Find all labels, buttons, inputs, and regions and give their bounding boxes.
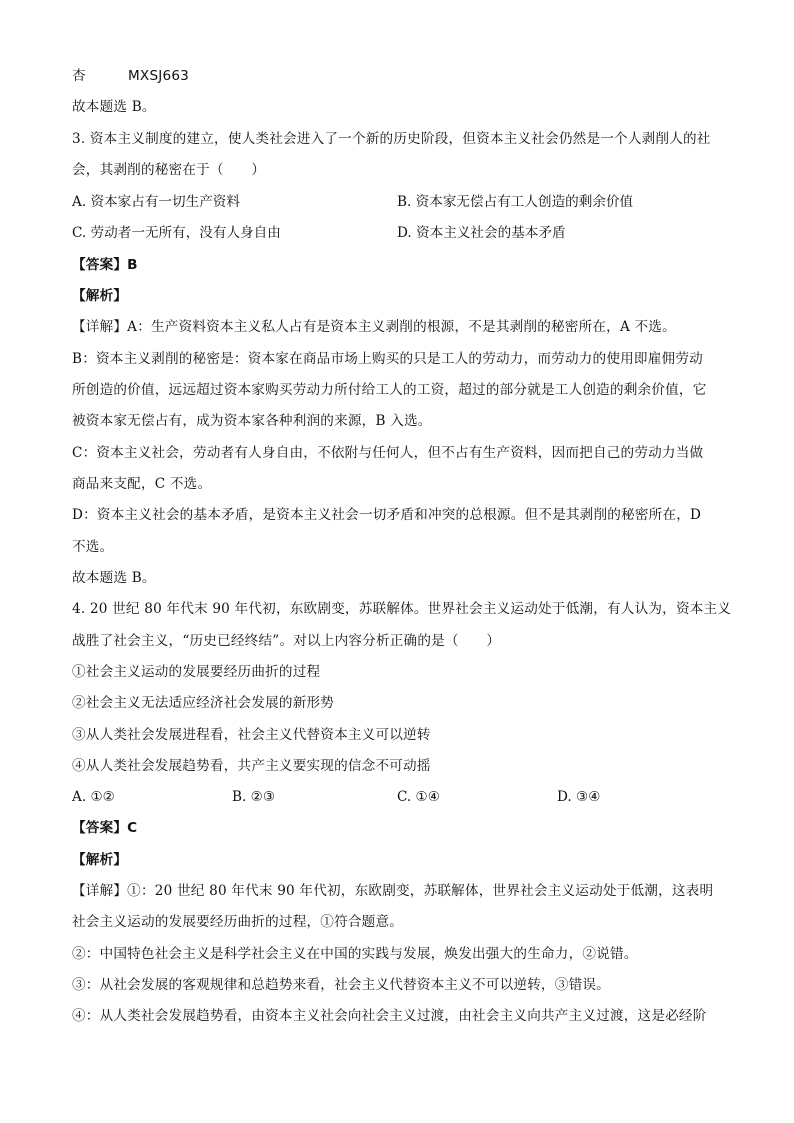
q4-option-a: A. ①② bbox=[72, 789, 115, 805]
page-header bbox=[72, 66, 732, 86]
header-code: MXSJ663 bbox=[128, 68, 190, 84]
q3-detail-line: 不选。 bbox=[72, 539, 114, 555]
q3-option-b: B. 资本家无偿占有工人创造的剩余价值 bbox=[397, 194, 634, 210]
q3-option-c: C. 劳动者一无所有，没有人身自由 bbox=[72, 225, 281, 241]
q3-stem-line1: 3. 资本主义制度的建立，使人类社会进入了一个新的历史阶段，但资本主义社会仍然是一个人剥削人的社 bbox=[72, 131, 711, 147]
q4-analysis-label: 【解析】 bbox=[72, 852, 128, 868]
q4-stem-line2: 战胜了社会主义，“历史已经终结”。对以上内容分析正确的是（ ） bbox=[72, 633, 501, 649]
q4-statement: ③从人类社会发展进程看，社会主义代替资本主义可以逆转 bbox=[72, 727, 431, 743]
q4-answer: 【答案】C bbox=[72, 820, 138, 836]
q4-statement: ②社会主义无法适应经济社会发展的新形势 bbox=[72, 695, 335, 711]
q3-detail-line: 【详解】A：生产资料资本主义私人占有是资本主义剥削的根源，不是其剥削的秘密所在，A 不选。 bbox=[72, 319, 676, 335]
q4-option-b: B. ②③ bbox=[232, 789, 276, 805]
q4-detail-line: ②：中国特色社会主义是科学社会主义在中国的实践与发展，焕发出强大的生命力，②说错。 bbox=[72, 946, 638, 962]
q3-option-d: D. 资本主义社会的基本矛盾 bbox=[397, 225, 566, 241]
q2-conclusion: 故本题选 B。 bbox=[72, 99, 156, 115]
q4-option-c: C. ①④ bbox=[397, 789, 440, 805]
q3-analysis-label: 【解析】 bbox=[72, 288, 128, 304]
q3-detail-line: D：资本主义社会的基本矛盾，是资本主义社会一切矛盾和冲突的总根源。但不是其剥削的秘密所在，D bbox=[72, 507, 702, 523]
q4-statement: ④从人类社会发展趋势看，共产主义要实现的信念不可动摇 bbox=[72, 758, 431, 774]
q4-detail-line: ③：从社会发展的客观规律和总趋势来看，社会主义代替资本主义不可以逆转，③错误。 bbox=[72, 977, 610, 993]
q4-detail-line: 【详解】①：20 世纪 80 年代末 90 年代初，东欧剧变，苏联解体，世界社会主义运动处于低潮，这表明 bbox=[72, 883, 714, 899]
q3-answer: 【答案】B bbox=[72, 257, 138, 273]
q3-detail-line: B：资本主义剥削的秘密是：资本家在商品市场上购买的只是工人的劳动力，而劳动力的使用即雇佣劳动 bbox=[72, 351, 703, 367]
q3-detail-line: C：资本主义社会，劳动者有人身自由，不依附与任何人，但不占有生产资料，因而把自己的劳动力当做 bbox=[72, 445, 704, 461]
q3-detail-line: 被资本家无偿占有，成为资本家各种利润的来源，B 入选。 bbox=[72, 413, 432, 429]
header-left-text: 杏 bbox=[72, 68, 86, 84]
q4-detail-line: ④：从人类社会发展趋势看，由资本主义社会向社会主义过渡，由社会主义向共产主义过渡，这是必经阶 bbox=[72, 1008, 707, 1024]
q4-statement: ①社会主义运动的发展要经历曲折的过程 bbox=[72, 664, 321, 680]
q4-detail-line: 社会主义运动的发展要经历曲折的过程，①符合题意。 bbox=[72, 914, 404, 930]
q3-stem-line2: 会，其剥削的秘密在于（ ） bbox=[72, 162, 266, 178]
q3-option-a: A. 资本家占有一切生产资料 bbox=[72, 194, 240, 210]
q3-detail-line: 所创造的价值，远远超过资本家购买劳动力所付给工人的工资，超过的部分就是工人创造的剩余价值，它 bbox=[72, 382, 707, 398]
q4-stem-line1: 4. 20 世纪 80 年代末 90 年代初，东欧剧变，苏联解体。世界社会主义运动处于低潮，有人认为，资本主义 bbox=[72, 601, 732, 617]
q3-detail-line: 商品来支配，C 不选。 bbox=[72, 476, 212, 492]
q3-conclusion: 故本题选 B。 bbox=[72, 570, 156, 586]
q4-option-d: D. ③④ bbox=[557, 789, 601, 805]
